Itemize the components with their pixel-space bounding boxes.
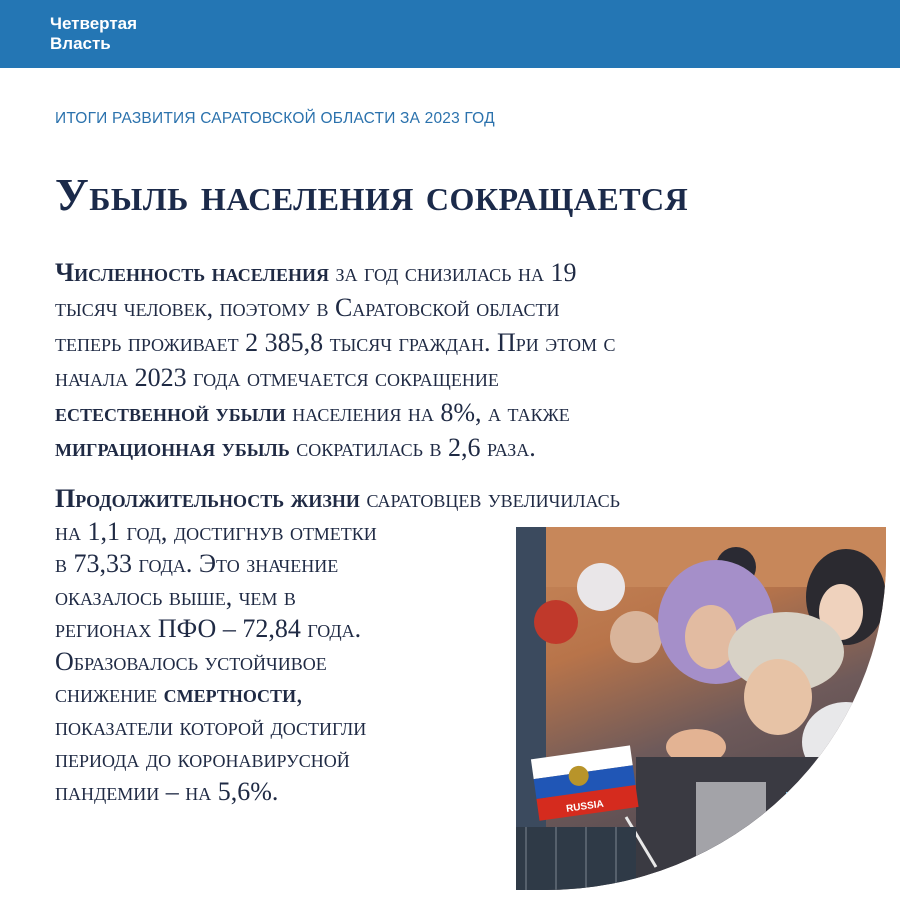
brand-line-1: Четвертая bbox=[50, 14, 138, 33]
p1-text-6: сократилась в 2,6 раза. bbox=[289, 433, 536, 462]
p2-line-1 bbox=[55, 483, 845, 516]
flag-text: RUSSIA bbox=[565, 798, 605, 815]
hat-red bbox=[534, 600, 578, 644]
p2-bold-life-expectancy: Продолжительность жизни bbox=[55, 484, 360, 513]
paragraph-population bbox=[55, 255, 845, 465]
p2-text-1: саратовцев увеличилась bbox=[359, 484, 620, 513]
p2-line-3: в 73,33 года. Это значение bbox=[55, 549, 339, 578]
p1-text-5: населения на 8%, а также bbox=[285, 398, 570, 427]
face bbox=[610, 611, 662, 663]
p1-line-2: тысяч человек, поэтому в Саратовской области bbox=[55, 293, 560, 322]
p1-text-1: за год снизилась на 19 bbox=[328, 258, 577, 287]
p2-line-2: на 1,1 год, достигнув отметки bbox=[55, 516, 377, 546]
russia-flag bbox=[531, 745, 639, 820]
p1-bold-population: Численность населения bbox=[55, 258, 329, 287]
brand-line-2: Власть bbox=[50, 34, 111, 53]
p1-bold-natural-decline: естественной убыли bbox=[55, 398, 286, 427]
header-bar bbox=[0, 0, 900, 68]
face-center bbox=[744, 659, 812, 735]
p2-line-5: регионах ПФО – 72,84 года. bbox=[55, 614, 362, 643]
p1-line-6 bbox=[55, 430, 845, 465]
p1-line-1 bbox=[55, 255, 845, 290]
fence bbox=[516, 827, 636, 890]
crowd-photo bbox=[516, 527, 886, 890]
p1-line-3: теперь проживает 2 385,8 тысяч граждан. При этом с bbox=[55, 328, 616, 357]
p1-bold-migration-decline: миграционная убыль bbox=[55, 433, 290, 462]
p2-line-10: пандемии – на 5,6%. bbox=[55, 776, 279, 806]
light-blue-scarf bbox=[786, 792, 846, 852]
p2-text-7b: , bbox=[296, 679, 303, 708]
p1-line-5 bbox=[55, 395, 845, 430]
p2-bold-mortality: смертности bbox=[163, 679, 297, 708]
p2-text-7: снижение bbox=[55, 679, 164, 708]
crowd-illustration bbox=[516, 527, 886, 890]
section-kicker: ИТОГИ РАЗВИТИЯ САРАТОВСКОЙ ОБЛАСТИ ЗА 2023 ГОД bbox=[55, 110, 495, 127]
p1-line-4: начала 2023 года отмечается сокращение bbox=[55, 363, 499, 392]
grey-coat bbox=[696, 782, 766, 872]
p2-line-9: периода до коронавирусной bbox=[55, 744, 350, 773]
p2-line-8: показатели которой достигли bbox=[55, 711, 367, 741]
p2-line-6: Образовалось устойчивое bbox=[55, 646, 327, 676]
brand-logo[interactable] bbox=[50, 14, 137, 54]
page-title: Убыль населения сокращается bbox=[55, 169, 689, 220]
hat-white bbox=[577, 563, 625, 611]
p2-line-4: оказалось выше, чем в bbox=[55, 581, 296, 611]
